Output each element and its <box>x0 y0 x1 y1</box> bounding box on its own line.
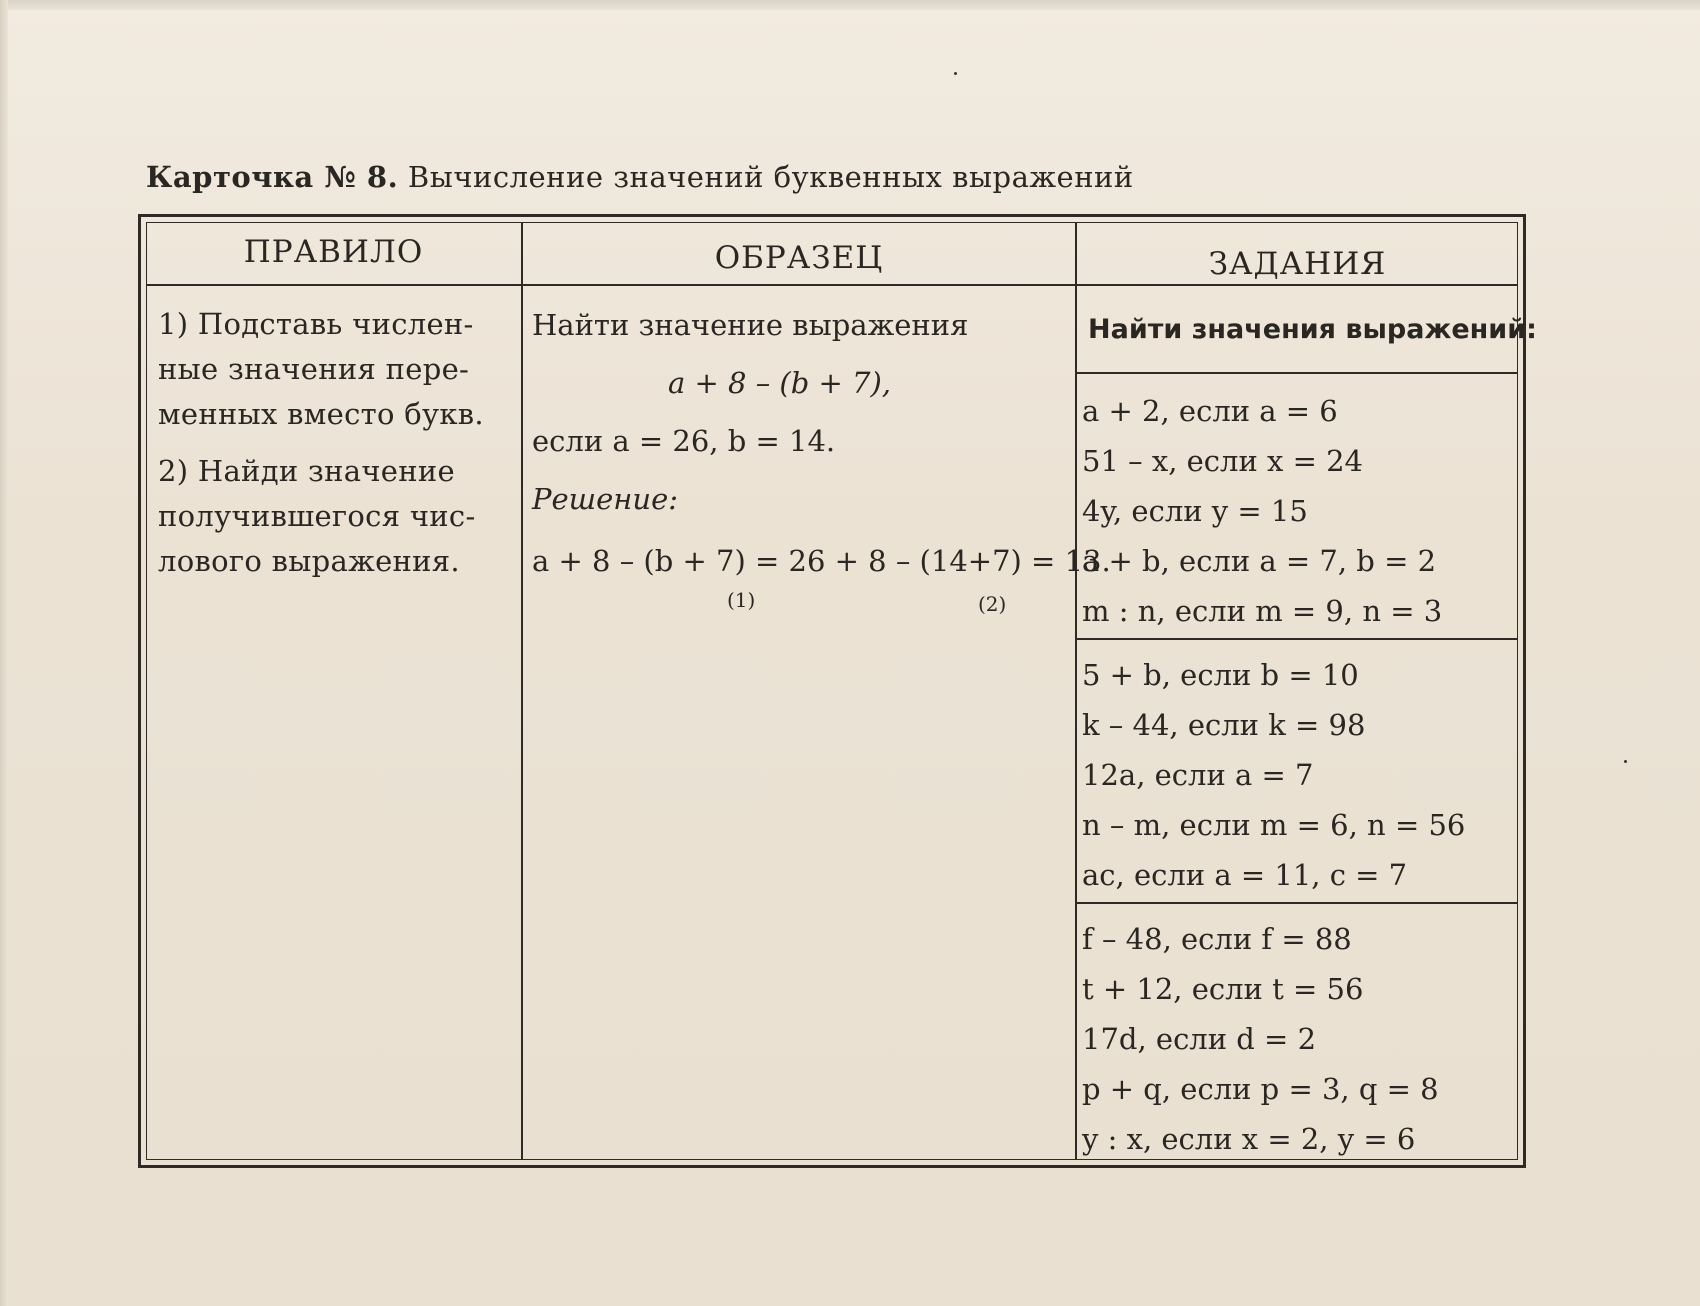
tasks-group-3 <box>1082 914 1439 1164</box>
solution-label: Решение: <box>532 482 679 516</box>
task-item: t + 12, если t = 56 <box>1082 972 1364 1006</box>
column-divider-2 <box>1075 222 1077 1160</box>
rule-steps <box>158 302 518 596</box>
solution-step-mark-2: (2) <box>978 592 1007 616</box>
rule-step-1: 1) Подставь числен- ные значения пере- менных вместо букв. <box>158 307 484 431</box>
sample-expression: a + 8 – (b + 7), <box>668 366 892 400</box>
scan-top-edge <box>0 0 1700 10</box>
tasks-group-1 <box>1082 386 1442 636</box>
task-item: a + 2, если a = 6 <box>1082 394 1338 428</box>
tasks-group-separator-2 <box>1075 902 1518 904</box>
column-divider-1 <box>521 222 523 1160</box>
header-tasks: ЗАДАНИЯ <box>1208 246 1387 282</box>
card-topic: Вычисление значений буквенных выражений <box>398 160 1134 194</box>
task-item: f – 48, если f = 88 <box>1082 922 1352 956</box>
card-title <box>146 160 1134 194</box>
solution-equation: a + 8 – (b + 7) = 26 + 8 – (14+7) = 13. <box>532 544 1111 578</box>
task-item: ac, если a = 11, c = 7 <box>1082 858 1408 892</box>
tasks-heading: Найти значения выражений: <box>1088 314 1537 345</box>
tasks-group-2 <box>1082 650 1465 900</box>
rule-step-2: 2) Найди значение получившегося чис- лового выражения. <box>158 454 476 578</box>
task-item: y : x, если x = 2, y = 6 <box>1082 1122 1416 1156</box>
header-rule: ПРАВИЛО <box>243 234 424 270</box>
header-separator <box>146 284 1518 286</box>
task-item: 12a, если a = 7 <box>1082 758 1314 792</box>
task-item: n – m, если m = 6, n = 56 <box>1082 808 1466 842</box>
header-sample: ОБРАЗЕЦ <box>714 240 884 276</box>
card-number: Карточка № 8. <box>146 160 399 194</box>
task-item: p + q, если p = 3, q = 8 <box>1082 1072 1439 1106</box>
solution-step-mark-1: (1) <box>727 588 756 612</box>
scan-speck <box>1624 760 1627 763</box>
scan-speck <box>954 72 957 75</box>
task-item: a + b, если a = 7, b = 2 <box>1082 544 1437 578</box>
sample-prompt: Найти значение выражения <box>532 308 969 342</box>
sample-condition: если a = 26, b = 14. <box>532 424 836 458</box>
task-item: k – 44, если k = 98 <box>1082 708 1366 742</box>
task-item: 17d, если d = 2 <box>1082 1022 1317 1056</box>
tasks-group-separator-1 <box>1075 638 1518 640</box>
task-item: m : n, если m = 9, n = 3 <box>1082 594 1443 628</box>
task-item: 51 – x, если x = 24 <box>1082 444 1363 478</box>
task-item: 4y, если y = 15 <box>1082 494 1308 528</box>
tasks-heading-separator <box>1075 372 1518 374</box>
task-item: 5 + b, если b = 10 <box>1082 658 1359 692</box>
scan-left-edge <box>0 0 8 1306</box>
